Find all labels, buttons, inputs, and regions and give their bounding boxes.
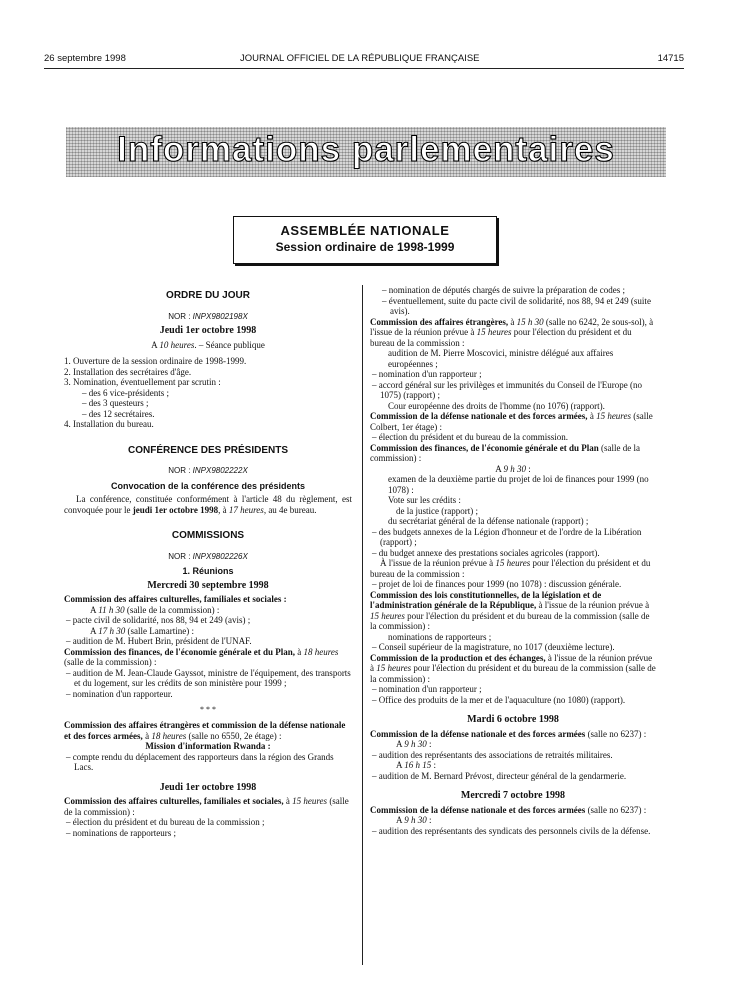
- session-time: A 9 h 30 :: [396, 739, 432, 749]
- commission-entry: Commission des finances, de l'économie générale et du Plan (salle de la commission) :: [370, 442, 640, 463]
- session-time: A 10 heures. – Séance publique: [151, 339, 265, 350]
- conference-heading: CONFÉRENCE DES PRÉSIDENTS: [127, 444, 289, 456]
- agenda-subitem: – audition de M. Bernard Prévost, directeur général de la gendarmerie.: [372, 770, 627, 781]
- agenda-subitem: – nomination d'un rapporteur ;: [372, 369, 482, 379]
- nor-reference: NOR : INPX9802226X: [168, 551, 248, 561]
- day-heading: Mercredi 7 octobre 1998: [460, 790, 566, 801]
- agenda-subitem: – nomination de députés chargés de suivre la préparation de codes ;: [382, 285, 626, 295]
- day-heading: Jeudi 1er octobre 1998: [159, 325, 257, 336]
- header-page-number: 14715: [657, 53, 684, 64]
- header-date: 26 septembre 1998: [44, 53, 126, 64]
- agenda-subitem: – accord général sur les privilèges et immunités du Conseil de l'Europe (no 1075) (rapport) ;: [372, 379, 643, 400]
- commission-title: Commission des affaires culturelles, familiales et sociales :: [64, 594, 287, 604]
- agenda-subitem: – du budget annexe des prestations sociales agricoles (rapport).: [372, 547, 600, 558]
- session-time: A 16 h 15 :: [396, 760, 437, 770]
- agenda-line: Vote sur les crédits :: [388, 495, 461, 505]
- agenda-line: examen de la deuxième partie du projet de loi de finances pour 1999 (no 1078) :: [388, 474, 649, 495]
- banner-title: Informations parlementaires: [117, 130, 615, 169]
- session-time: A 17 h 30 (salle Lamartine) :: [90, 625, 194, 636]
- day-heading: Mardi 6 octobre 1998: [467, 714, 559, 725]
- convocation-heading: Convocation de la conférence des présidents: [110, 480, 306, 491]
- agenda-item: 1. Ouverture de la session ordinaire de 1998-1999.: [64, 356, 247, 366]
- mission-heading: Mission d'information Rwanda :: [145, 741, 271, 751]
- section-banner: [66, 127, 666, 177]
- commission-entry: Commission de la défense nationale et des forces armées (salle no 6237) :: [370, 728, 647, 739]
- session-time: A 9 h 30 :: [396, 815, 432, 825]
- convocation-text: La conférence, constituée conformément à l'article 48 du règlement, est convoquée pour le jeudi 1er octobre 1998, à 17 heures, au 4e bureau.: [64, 494, 352, 515]
- nor-reference: NOR : INPX9802198X: [168, 311, 248, 321]
- nor-reference: NOR : INPX9802222X: [168, 466, 248, 475]
- agenda-subitem: – audition de M. Hubert Brin, président de l'UNAF.: [66, 636, 252, 646]
- agenda-subitem: – éventuellement, suite du pacte civil de solidarité, nos 88, 94 et 249 (suite avis).: [382, 295, 651, 316]
- commission-entry: Commission de la défense nationale et des forces armées (salle no 6237) :: [370, 804, 647, 815]
- commission-entry: Commission des affaires culturelles, familiales et sociales, à 15 heures (salle de la commission) :: [64, 796, 349, 817]
- agenda-line: Cour européenne des droits de l'homme (no 1076) (rapport).: [388, 400, 605, 411]
- commission-entry: Commission des finances, de l'économie générale et du Plan, à 18 heures (salle de la commission) :: [64, 646, 339, 667]
- ordre-du-jour-heading: ORDRE DU JOUR: [166, 290, 250, 301]
- agenda-line: de la justice (rapport) ;: [396, 505, 478, 516]
- agenda-line: audition de M. Pierre Moscovici, ministre délégué aux affaires européennes ;: [388, 348, 614, 369]
- asterism-separator: * * *: [200, 705, 216, 714]
- reunions-heading: 1. Réunions: [182, 566, 234, 576]
- agenda-subitem: – des 6 vice-présidents ;: [82, 387, 169, 398]
- agenda-subitem: – nomination d'un rapporteur ;: [372, 684, 482, 694]
- agenda-subitem: – compte rendu du déplacement des rapporteurs dans la région des Grands Lacs.: [66, 751, 334, 772]
- commission-entry: Commission de la production et des échanges, à l'issue de la réunion prévue à 15 heures pour l'élection du président et du bureau de la commission (salle de la commission) :: [370, 652, 656, 684]
- session-time: A 11 h 30 (salle de la commission) :: [90, 604, 220, 615]
- agenda-subitem: – Conseil supérieur de la magistrature, no 1017 (deuxième lecture).: [372, 642, 615, 652]
- page-header: [44, 53, 684, 67]
- agenda-subitem: – audition des représentants des associations de retraités militaires.: [372, 749, 613, 760]
- right-column: [370, 285, 656, 836]
- agenda-subitem: – audition des représentants des syndicats des personnels civils de la défense.: [372, 825, 651, 836]
- agenda-subitem: – projet de loi de finances pour 1999 (no 1078) : discussion générale.: [372, 579, 622, 589]
- agenda-subitem: – audition de M. Jean-Claude Gayssot, ministre de l'équipement, des transports et du logement, sur les crédits de son ministère pour 1999 ;: [66, 667, 351, 688]
- agenda-subitem: – nomination d'un rapporteur.: [66, 688, 173, 699]
- agenda-item: 4. Installation du bureau.: [64, 419, 154, 429]
- commission-entry: Commission de la défense nationale et des forces armées, à 15 heures (salle Colbert, 1er étage) :: [370, 411, 653, 432]
- agenda-subitem: – Office des produits de la mer et de l'aquaculture (no 1080) (rapport).: [372, 694, 626, 705]
- commissions-heading: COMMISSIONS: [171, 530, 245, 541]
- commission-entry: Commission des lois constitutionnelles, de la législation et de l'administration générale de la République, à l'issue de la réunion prévue à 15 heures pour l'élection du président et du bureau de la commission (salle de la commission) :: [370, 589, 650, 631]
- assembly-box: [233, 216, 497, 264]
- commission-entry: Commission des affaires étrangères, à 15 h 30 (salle no 6242, 2e sous-sol), à l'issue de la réunion prévue à 15 heures pour l'élection du président et du bureau de la commission :: [370, 316, 654, 348]
- day-heading: Mercredi 30 septembre 1998: [147, 579, 269, 591]
- session-name: Session ordinaire de 1998-1999: [275, 240, 455, 254]
- agenda-subitem: – élection du président et du bureau de la commission.: [372, 432, 568, 442]
- agenda-subitem: – des 12 secrétaires.: [82, 408, 155, 419]
- column-divider: [362, 285, 363, 965]
- left-column: [64, 285, 352, 838]
- agenda-line: du secrétariat général de la défense nationale (rapport) ;: [388, 516, 589, 526]
- agenda-item: 2. Installation des secrétaires d'âge.: [64, 366, 192, 377]
- agenda-line: nominations de rapporteurs ;: [388, 631, 492, 642]
- day-heading: Jeudi 1er octobre 1998: [159, 781, 257, 793]
- assembly-name: ASSEMBLÉE NATIONALE: [280, 223, 450, 238]
- agenda-subitem: – pacte civil de solidarité, nos 88, 94 et 249 (avis) ;: [66, 615, 251, 625]
- agenda-subitem: – des 3 questeurs ;: [82, 398, 149, 408]
- agenda-subitem: – nominations de rapporteurs ;: [66, 827, 176, 838]
- header-rule: [44, 68, 684, 69]
- agenda-item: 3. Nomination, éventuellement par scrutin :: [64, 377, 221, 387]
- header-journal-title: JOURNAL OFFICIEL DE LA RÉPUBLIQUE FRANÇAISE: [240, 53, 480, 64]
- session-time: A 9 h 30 :: [495, 463, 531, 474]
- agenda-subitem: – des budgets annexes de la Légion d'honneur et de l'ordre de la Libération (rapport) ;: [372, 526, 642, 547]
- agenda-subitem: – élection du président et du bureau de la commission ;: [66, 817, 265, 827]
- agenda-line: À l'issue de la réunion prévue à 15 heures pour l'élection du président et du bureau de la commission :: [370, 558, 651, 579]
- commission-entry: Commission des affaires étrangères et commission de la défense nationale et des forces armées, à 18 heures (salle no 6550, 2e étage) :: [64, 720, 346, 741]
